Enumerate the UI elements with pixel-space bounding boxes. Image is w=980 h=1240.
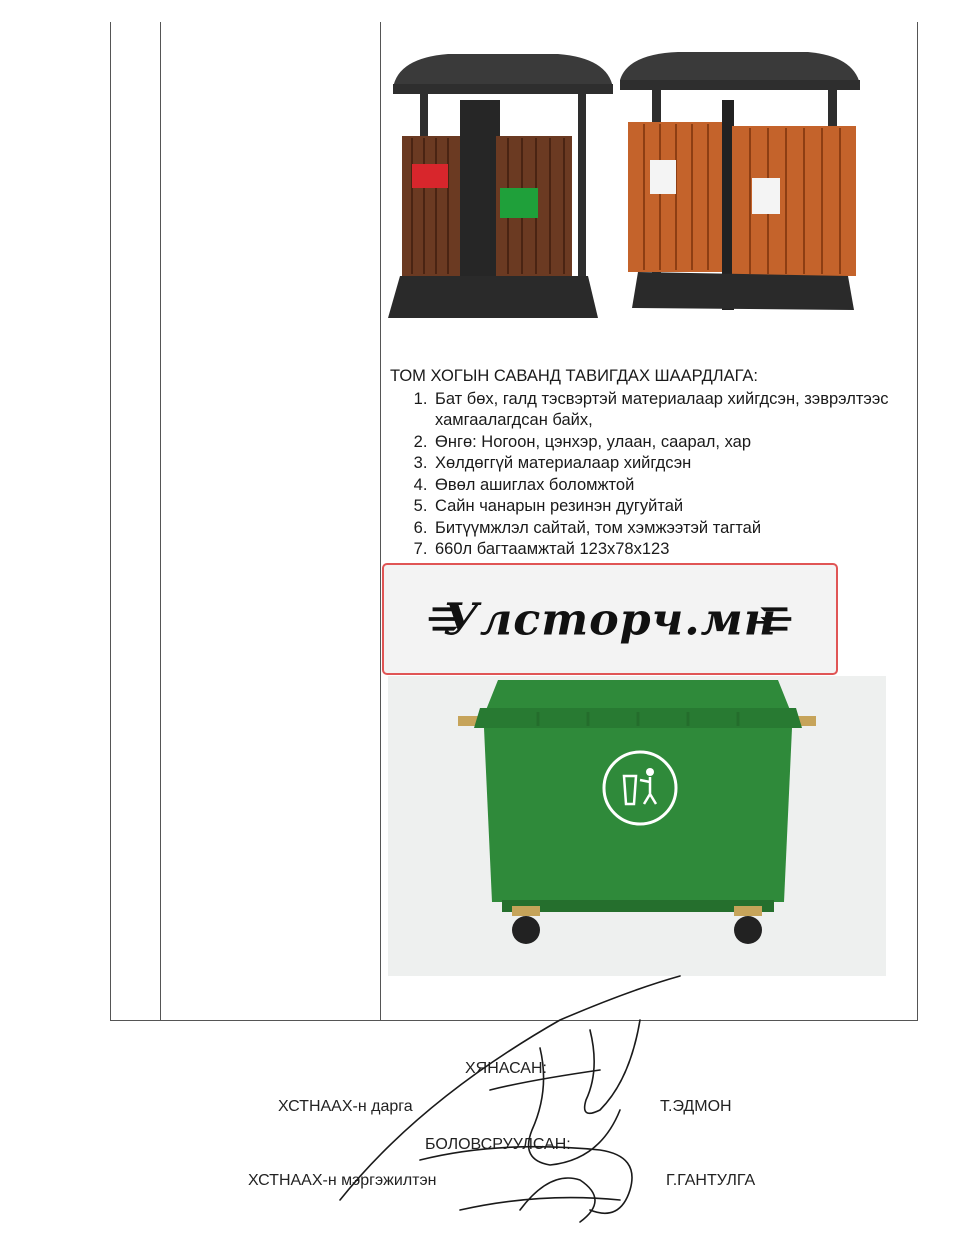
- requirement-item: 6. Битүүмжлэл сайтай, том хэмжээтэй тагтай: [432, 518, 915, 540]
- handwritten-signatures: [300, 960, 720, 1240]
- preparer-name: Г.ГАНТУЛГА: [666, 1172, 756, 1189]
- watermark-logo: [384, 565, 836, 673]
- watermark-banner: [382, 563, 838, 675]
- dark-wood-bin: [388, 54, 613, 318]
- requirement-item: 2. Өнгө: Ногоон, цэнхэр, улаан, саарал, хар: [432, 432, 915, 454]
- green-wheelie-bin-photo: [388, 676, 886, 976]
- requirement-item: 7. 660л багтаамжтай 123х78х123: [432, 539, 915, 561]
- reviewer-title: ХСТНААХ-н дарга: [278, 1098, 413, 1115]
- reviewed-label: ХЯНАСАН:: [465, 1060, 547, 1077]
- watermark-text: Улсторч.мн: [442, 593, 778, 646]
- requirements-title: ТОМ ХОГЫН САВАНД ТАВИГДАХ ШААРДЛАГА:: [390, 367, 758, 385]
- preparer-title: ХСТНААХ-н мэргэжилтэн: [248, 1172, 437, 1189]
- reviewer-name: Т.ЭДМОН: [660, 1098, 732, 1115]
- orange-wood-bin: [620, 52, 860, 310]
- requirement-item: 4. Өвөл ашиглах боломжтой: [432, 475, 915, 497]
- table-column-divider: [380, 22, 381, 1020]
- outdoor-bins-photo: [388, 40, 868, 340]
- requirements-block: [390, 366, 915, 561]
- prepared-label: БОЛОВСРУУЛСАН:: [425, 1136, 571, 1153]
- requirement-item: 1. Бат бөх, галд тэсвэртэй материалаар хийгдсэн, зэврэлтээс хамгаалагдсан байх,: [432, 389, 915, 432]
- table-column-divider: [160, 22, 161, 1020]
- requirement-item: 5. Сайн чанарын резинэн дугуйтай: [432, 496, 915, 518]
- requirement-item: 3. Хөлдөггүй материалаар хийгдсэн: [432, 453, 915, 475]
- requirements-list: [390, 389, 915, 561]
